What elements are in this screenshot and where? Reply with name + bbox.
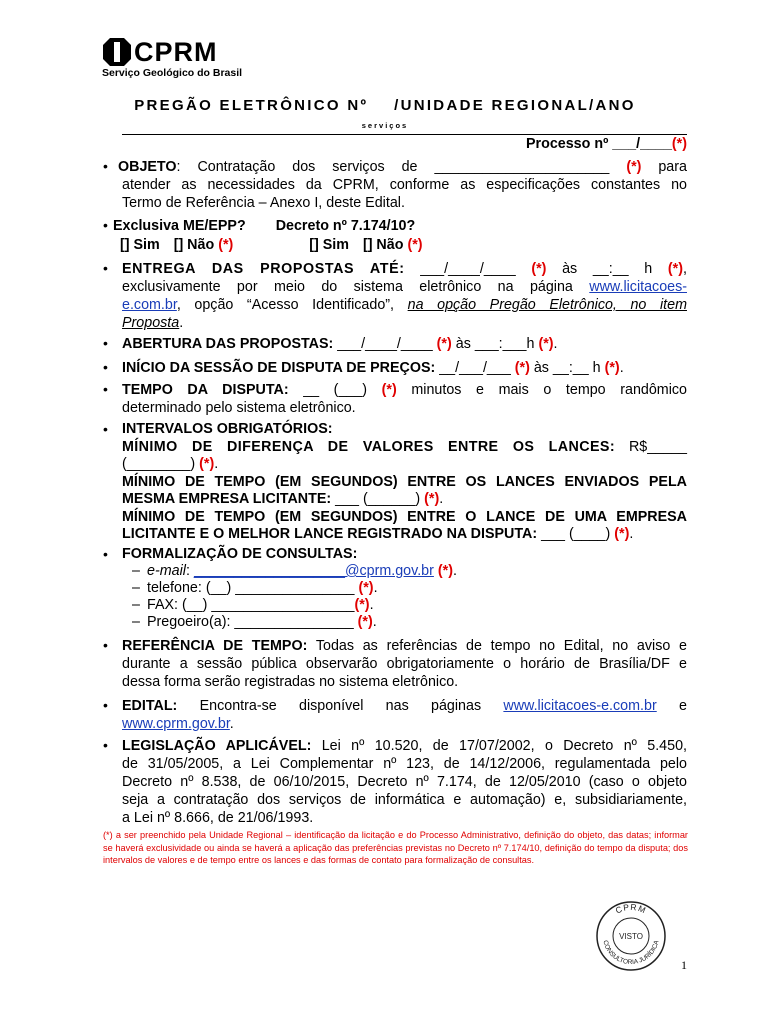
- email-link[interactable]: ___________________@cprm.gov.br: [193, 563, 434, 579]
- bullet: •: [103, 158, 108, 174]
- licitacoes-edital-link[interactable]: www.licitacoes-e.com.br: [503, 698, 657, 714]
- cprm-site-link[interactable]: www.cprm.gov.br: [122, 716, 230, 732]
- consulta-telefone: – telefone: (__) _______________ (*).: [132, 580, 378, 596]
- cprm-logo: [100, 36, 270, 82]
- exclusiva-sim-option[interactable]: [] Sim: [120, 237, 160, 253]
- abertura-label: ABERTURA DAS PROPOSTAS:: [122, 336, 334, 352]
- logo-name: CPRM: [134, 37, 218, 67]
- processo-number: Processo nº ___/____(*): [526, 136, 687, 152]
- consulta-fax: – FAX: (__) __________________(*).: [132, 597, 374, 613]
- legislacao-label: LEGISLAÇÃO APLICÁVEL:: [122, 738, 312, 754]
- footnote: (*) a ser preenchido pela Unidade Regional – identificação da licitação e do Processo Administrativo, definição do objeto, das datas; informar se haverá exclusividade ou ainda se haverá a aplicação das preferências previstas no Decreto nº 7.174/10, definição do tempo da disputa; dos intervalos de valores e de tempo entre os lances e das formas de contato para formalização de consultas.: [103, 830, 688, 865]
- cprm-logo-icon: [102, 37, 132, 67]
- stamp-top-text: CPRM: [613, 901, 649, 916]
- exclusiva-question: Exclusiva ME/EPP?: [113, 218, 246, 234]
- document-title: PREGÃO ELETRÔNICO Nº /UNIDADE REGIONAL/ANO: [134, 97, 636, 114]
- stamp-center-text: VISTO: [619, 932, 643, 941]
- consulta-pregoeiro: – Pregoeiro(a): _______________ (*).: [132, 614, 377, 630]
- consulta-email: – e-mail: ___________________@cprm.gov.br (*).: [132, 563, 457, 579]
- decreto-nao-option[interactable]: [] Não: [362, 237, 404, 253]
- logo-subtitle: Serviço Geológico do Brasil: [102, 67, 243, 79]
- inicio-label: INÍCIO DA SESSÃO DE DISPUTA DE PREÇOS:: [122, 360, 436, 376]
- consultoria-stamp: [595, 900, 667, 972]
- page-number: 1: [681, 958, 687, 972]
- title-divider: [122, 134, 687, 135]
- exclusiva-nao-option[interactable]: [] Não: [173, 237, 215, 253]
- intervalos-label: INTERVALOS OBRIGATÓRIOS:: [122, 421, 333, 437]
- stamp-ring-text: CONSULTORIA JURÍDICA: [601, 939, 661, 967]
- referencia-label: REFERÊNCIA DE TEMPO:: [122, 638, 308, 654]
- licitacoes-link-cont[interactable]: e.com.br: [122, 297, 177, 313]
- decreto-sim-option[interactable]: [] Sim: [309, 237, 349, 253]
- objeto-label: OBJETO: [118, 159, 177, 175]
- decreto-question: Decreto nº 7.174/10?: [275, 218, 416, 234]
- consultas-label: FORMALIZAÇÃO DE CONSULTAS:: [122, 546, 358, 562]
- licitacoes-link[interactable]: www.licitacoes-: [589, 279, 687, 295]
- document-subtitle: serviços: [361, 121, 409, 130]
- entrega-label: ENTREGA DAS PROPOSTAS ATÉ:: [122, 261, 405, 277]
- edital-label: EDITAL:: [122, 698, 178, 714]
- tempo-label: TEMPO DA DISPUTA:: [122, 382, 289, 398]
